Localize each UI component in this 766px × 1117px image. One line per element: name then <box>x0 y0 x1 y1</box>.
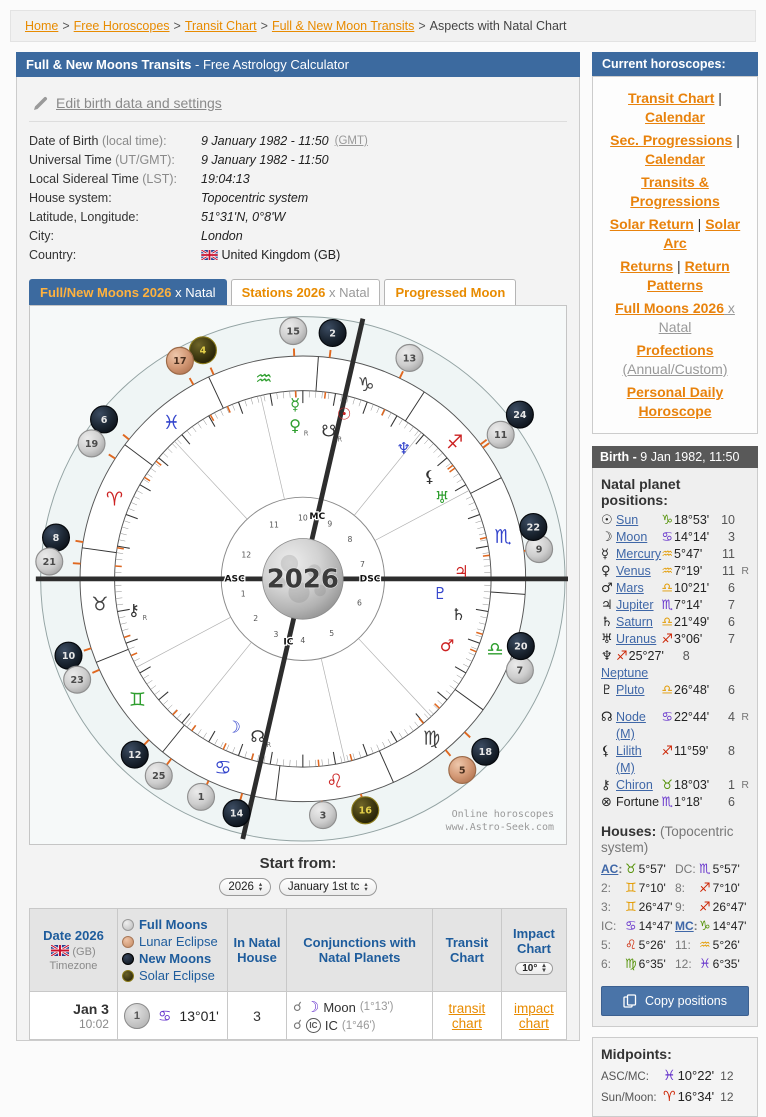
horoscope-link[interactable]: Profections <box>636 342 713 358</box>
natal-wheel-chart <box>30 308 566 842</box>
svg-text:3: 3 <box>320 810 327 821</box>
pluto-icon: ♇ <box>601 682 616 699</box>
midpoints-title: Midpoints: <box>601 1046 749 1062</box>
planet-link[interactable]: Sun <box>616 513 638 527</box>
svg-text:DSC: DSC <box>360 575 381 585</box>
svg-text:R: R <box>142 614 147 622</box>
moon-marker-2[interactable] <box>319 320 346 347</box>
lilith-glyph: ⚸ <box>424 467 436 486</box>
orb-select[interactable]: 10° ▴ ▾ <box>515 962 552 975</box>
moon-icon: ☽ <box>601 529 616 546</box>
planet-link[interactable]: Node <box>616 710 646 724</box>
svg-text:21: 21 <box>43 557 57 568</box>
moon-marker-5[interactable] <box>449 757 476 784</box>
planet-row-fortune: ⊗ Fortune ♏ 1°18' 6 <box>601 794 749 811</box>
mercury-icon: ☿ <box>601 546 616 563</box>
svg-text:6: 6 <box>101 415 108 426</box>
horoscope-link[interactable]: Transit Chart <box>628 90 714 106</box>
moon-marker-21[interactable] <box>36 548 63 575</box>
svg-text:2: 2 <box>329 328 336 339</box>
svg-text:10: 10 <box>62 651 76 662</box>
planet-link[interactable]: Mercury <box>616 547 661 561</box>
houses-title: Houses: (Topocentric system) <box>601 823 749 856</box>
sign-glyph: ♉ <box>661 777 673 794</box>
page-title-sub: - Free Astrology Calculator <box>191 57 349 72</box>
legend-new: New Moons <box>122 951 223 966</box>
conjunction-item: ☌ ☽ Moon (1°13') <box>293 998 426 1016</box>
cancer-sign-glyph: ♋ <box>214 756 231 779</box>
horoscope-link[interactable]: (Annual/Custom) <box>622 361 727 377</box>
planet-link[interactable]: Neptune <box>601 666 648 680</box>
sign-glyph: ♎ <box>661 614 673 631</box>
svg-text:22: 22 <box>527 522 540 533</box>
sun-icon: ☉ <box>601 512 616 529</box>
moon-marker-12[interactable] <box>121 741 148 768</box>
fortune-icon: ⊗ <box>601 794 616 811</box>
svg-text:18: 18 <box>479 747 493 758</box>
svg-text:8: 8 <box>347 535 352 544</box>
jupiter-glyph: ♃ <box>454 562 469 581</box>
svg-text:3: 3 <box>273 630 278 639</box>
svg-text:4: 4 <box>200 346 207 357</box>
sign-glyph: ♑ <box>661 512 673 529</box>
stepper-icon: ▴ ▾ <box>364 882 367 892</box>
moon-marker-11[interactable] <box>487 421 514 448</box>
planet-row-saturn: ♄ Saturn ♎ 21°49' 6 <box>601 614 749 631</box>
north-node-glyph: ☊ <box>250 727 265 746</box>
col-transit: Transit Chart <box>433 909 502 992</box>
scorpio-sign-glyph: ♏ <box>494 525 511 548</box>
horoscope-link[interactable]: Returns <box>620 258 673 274</box>
house-row: 6: ♍ 6°35' 12: ♓ 6°35' <box>601 955 749 974</box>
house-axis-link[interactable]: MC: <box>675 917 699 936</box>
planet-row-uranus: ♅ Uranus ♐ 3°06' 7 <box>601 631 749 648</box>
horoscope-link[interactable]: Calendar <box>645 109 705 125</box>
moon-number-badge: 1 <box>124 1003 150 1029</box>
svg-text:4: 4 <box>300 636 305 645</box>
horoscope-link[interactable]: Return Patterns <box>647 258 730 293</box>
planet-link-tail[interactable]: (M) <box>616 726 749 743</box>
chiron-icon: ⚷ <box>601 777 616 794</box>
sign-glyph: ♐ <box>616 648 628 665</box>
svg-text:15: 15 <box>287 326 300 337</box>
svg-text:10: 10 <box>298 513 308 522</box>
planet-row-neptune: ♆ Neptune ♐ 25°27' 8 <box>601 648 749 682</box>
svg-text:R: R <box>337 436 342 444</box>
svg-text:5: 5 <box>329 629 334 638</box>
birth-data-row: Local Sidereal Time (LST): 19:04:13 <box>29 170 567 189</box>
moon-marker-7[interactable] <box>506 657 533 684</box>
solar-moon-icon <box>122 970 134 982</box>
mercury-glyph: ☿ <box>290 395 300 414</box>
page-title <box>16 52 580 77</box>
conjunction-icon: ☌ <box>293 1018 302 1033</box>
horoscope-link-line: Transit Chart | Calendar <box>599 89 751 127</box>
planet-row-lilith: ⚸ Lilith ♐ 11°59' 8 (M) <box>601 743 749 777</box>
planet-row-jupiter: ♃ Jupiter ♏ 7°14' 7 <box>601 597 749 614</box>
sign-glyph: ♎ <box>661 682 673 699</box>
impact-chart-link[interactable]: impact chart <box>514 1001 554 1031</box>
moon-marker-16[interactable] <box>352 797 379 824</box>
leo-sign-glyph: ♌ <box>326 770 343 793</box>
moon-glyph: ☽ <box>226 718 241 737</box>
svg-text:25: 25 <box>152 771 165 782</box>
planet-link[interactable]: Jupiter <box>616 598 654 612</box>
moon-marker-22[interactable] <box>520 514 547 541</box>
virgo-sign-glyph: ♍ <box>423 727 440 750</box>
planet-link[interactable]: Mars <box>616 581 644 595</box>
svg-text:1: 1 <box>241 590 246 599</box>
midpoints-list <box>601 1066 749 1108</box>
conjunction-icon: ☌ <box>293 1000 302 1015</box>
planet-link[interactable]: Saturn <box>616 615 653 629</box>
breadcrumb-link[interactable]: Transit Chart <box>185 19 257 33</box>
midpoint-row: Sun/Moon: ♈ 16°34' 12 <box>601 1087 749 1108</box>
legend-lunar: Lunar Eclipse <box>122 934 223 949</box>
horoscope-link-line <box>599 341 751 379</box>
moon-marker-13[interactable] <box>396 344 423 371</box>
breadcrumb-link[interactable]: Free Horoscopes <box>74 19 170 33</box>
svg-text:8: 8 <box>53 533 60 544</box>
mars-glyph: ♂ <box>440 636 455 655</box>
breadcrumb-link[interactable]: Home <box>25 19 58 33</box>
col-date: Date 2026 (GB) Timezone <box>30 909 118 992</box>
start-from-section <box>29 845 567 908</box>
horoscope-link-line <box>599 383 751 421</box>
horoscope-link[interactable]: Personal Daily Horoscope <box>627 384 724 419</box>
svg-text:ASC: ASC <box>225 575 246 585</box>
svg-text:17: 17 <box>173 356 186 367</box>
planet-row-moon: ☽ Moon ♋ 14°14' 3 <box>601 529 749 546</box>
range-select[interactable]: January 1st tc ▴ ▾ <box>279 878 377 896</box>
moon-marker-6[interactable] <box>91 406 118 433</box>
horoscope-link-line <box>599 173 751 211</box>
house-axis-link[interactable]: AC: <box>601 860 625 879</box>
planet-row-sun: ☉ Sun ♑ 18°53' 10 <box>601 512 749 529</box>
sign-glyph: ♒ <box>661 546 673 563</box>
start-from-title: Start from: <box>29 855 567 872</box>
svg-text:7: 7 <box>517 665 524 676</box>
copy-positions-button[interactable]: Copy positions <box>601 986 749 1016</box>
horoscope-link-line: Sec. Progressions | Calendar <box>599 131 751 169</box>
svg-text:11: 11 <box>269 520 279 529</box>
horoscope-link-line: Returns | Return Patterns <box>599 257 751 295</box>
moon-marker-14[interactable] <box>223 800 250 827</box>
edit-birth-row <box>29 87 567 122</box>
sign-glyph: ♋ <box>661 529 673 546</box>
stepper-icon: ▴ ▾ <box>259 882 262 892</box>
tab-full-new-moons-2026[interactable]: Full/New Moons 2026 x Natal <box>29 279 227 305</box>
pencil-icon <box>33 96 48 111</box>
lunar-moon-icon <box>122 936 134 948</box>
full-moon-icon <box>122 919 134 931</box>
horoscope-link-line <box>599 299 751 337</box>
mars-icon: ♂ <box>601 580 616 597</box>
birth-data-row: Country: United Kingdom (GB) <box>29 246 567 265</box>
venus-icon: ♀ <box>601 563 616 580</box>
svg-text:R: R <box>304 430 309 438</box>
horoscope-link[interactable]: Transits & Progressions <box>630 174 719 209</box>
birth-data-row: House system: Topocentric system <box>29 189 567 208</box>
planet-row-node: ☊ Node ♋ 22°44' 4 R (M) <box>601 709 749 743</box>
watermark-line1: Online horoscopes <box>446 808 554 821</box>
birth-data-table <box>29 132 567 265</box>
legend-solar: Solar Eclipse <box>122 968 223 983</box>
svg-text:11: 11 <box>494 430 508 441</box>
tab-bar <box>29 279 567 305</box>
results-header-row <box>30 909 567 992</box>
sidebar <box>592 52 758 1117</box>
planet-link[interactable]: Chiron <box>616 778 653 792</box>
gmt-link[interactable]: (GMT) <box>335 132 368 151</box>
libra-sign-glyph: ♎ <box>486 638 503 661</box>
jupiter-icon: ♃ <box>601 597 616 614</box>
transit-chart-link[interactable]: transit chart <box>449 1001 486 1031</box>
node-icon: ☊ <box>601 709 616 726</box>
south-node-glyph: ☋ <box>322 422 337 441</box>
house-row: 2: ♊ 7°10' 8: ♐ 7°10' <box>601 879 749 898</box>
birth-data-row: Latitude, Longitude: 51°31'N, 0°8'W <box>29 208 567 227</box>
tab-progressed-moon[interactable]: Progressed Moon <box>384 279 516 305</box>
planet-positions-list <box>601 512 749 811</box>
watermark <box>446 808 554 834</box>
moon-marker-17[interactable] <box>166 347 193 374</box>
main-column <box>16 52 580 1041</box>
house-row: IC: ♋ 14°47' MC: ♑ 14°47' <box>601 917 749 936</box>
moon-marker-8[interactable] <box>43 524 70 551</box>
moon-marker-19[interactable] <box>78 430 105 457</box>
venus-glyph: ♀ <box>289 416 301 435</box>
planet-link[interactable]: Lilith <box>616 744 642 758</box>
copy-icon <box>623 994 637 1008</box>
legend-full: Full Moons <box>122 917 223 932</box>
moon-icon: ☽ <box>306 998 319 1016</box>
page <box>0 10 766 1033</box>
gemini-sign-glyph: ♊ <box>129 688 146 711</box>
sign-glyph: ♐ <box>661 743 673 760</box>
uranus-glyph: ♅ <box>435 488 450 507</box>
gb-flag-icon <box>51 945 69 956</box>
breadcrumb: Home > Free Horoscopes > Transit Chart > Full & New Moon Transits > Aspects with Natal Chart <box>10 10 756 42</box>
svg-text:12: 12 <box>128 750 141 761</box>
moon-marker-24[interactable] <box>506 401 533 428</box>
gb-flag-icon <box>201 250 218 260</box>
planet-link[interactable]: Pluto <box>616 683 645 697</box>
svg-text:IC: IC <box>283 637 293 647</box>
col-conjunctions: Conjunctions with Natal Planets <box>287 909 433 992</box>
current-horoscopes-title: Current horoscopes: <box>592 52 758 76</box>
moon-marker-23[interactable] <box>64 666 91 693</box>
sign-glyph: ♒ <box>661 563 673 580</box>
svg-text:14: 14 <box>230 809 244 820</box>
house-row: 3: ♊ 26°47' 9: ♐ 26°47' <box>601 898 749 917</box>
result-row: Jan 3 10:02 1 ♋ 13°01' 3 ☌ ☽ Moon (1°13') ☌ IC IC (1°46') transit chart impact chart <box>30 992 567 1040</box>
natal-positions-title: Natal planet positions: <box>601 476 749 508</box>
svg-text:23: 23 <box>70 675 83 686</box>
tab-stations-2026[interactable]: Stations 2026 x Natal <box>231 279 381 305</box>
svg-text:12: 12 <box>241 551 251 560</box>
pluto-glyph: ♇ <box>433 584 448 603</box>
col-impact: Impact Chart 10° ▴ ▾ <box>501 909 566 992</box>
birth-info-bar: Birth - 9 Jan 1982, 11:50 <box>592 446 758 468</box>
svg-text:R: R <box>266 741 271 749</box>
horoscope-link[interactable]: Full Moons 2026 <box>615 300 724 316</box>
planet-row-venus: ♀ Venus ♒ 7°19' 11 R <box>601 563 749 580</box>
planet-row-mars: ♂ Mars ♎ 10°21' 6 <box>601 580 749 597</box>
aquarius-sign-glyph: ♒ <box>255 367 272 390</box>
svg-text:2026: 2026 <box>267 564 339 594</box>
ic-point-icon: IC <box>306 1018 321 1033</box>
lilith-icon: ⚸ <box>601 743 616 760</box>
horoscope-link[interactable]: x Natal <box>659 300 735 335</box>
watermark-line2: www.Astro-Seek.com <box>446 821 554 834</box>
saturn-icon: ♄ <box>601 614 616 631</box>
planet-link-tail[interactable]: (M) <box>616 760 749 777</box>
svg-text:MC: MC <box>309 512 325 522</box>
birth-data-row: Date of Birth (local time): 9 January 1982 - 11:50 (GMT) <box>29 132 567 151</box>
year-select[interactable]: 2026 ▴ ▾ <box>219 878 271 896</box>
birth-data-row: City: London <box>29 227 567 246</box>
svg-text:13: 13 <box>403 353 416 364</box>
svg-text:9: 9 <box>536 544 543 555</box>
birth-data-row: Universal Time (UT/GMT): 9 January 1982 - 11:50 <box>29 151 567 170</box>
current-horoscopes-box <box>592 76 758 434</box>
midpoints-box <box>592 1037 758 1117</box>
sign-glyph: ♏ <box>661 794 673 811</box>
midpoint-row: ASC/MC: ♓ 10°22' 12 <box>601 1066 749 1087</box>
moon-marker-25[interactable] <box>145 762 172 789</box>
sign-glyph: ♐ <box>661 631 673 648</box>
house-row: AC: ♉ 5°57' DC: ♏ 5°57' <box>601 860 749 879</box>
planet-row-pluto: ♇ Pluto ♎ 26°48' 6 <box>601 682 749 699</box>
neptune-icon: ♆ <box>601 648 616 665</box>
col-legend <box>117 909 227 992</box>
planet-link[interactable]: Uranus <box>616 632 656 646</box>
conjunction-item: ☌ IC IC (1°46') <box>293 1018 426 1033</box>
planet-row-chiron: ⚷ Chiron ♉ 18°03' 1 R <box>601 777 749 794</box>
moon-marker-3[interactable] <box>310 802 337 829</box>
natal-positions-panel <box>592 468 758 1027</box>
svg-text:7: 7 <box>360 560 365 569</box>
page-title-bold: Full & New Moons Transits <box>26 57 191 72</box>
pisces-sign-glyph: ♓ <box>163 411 180 434</box>
svg-text:24: 24 <box>513 410 527 421</box>
planet-link[interactable]: Venus <box>616 564 651 578</box>
chart-area <box>29 305 567 845</box>
svg-text:19: 19 <box>85 439 99 450</box>
house-row: 5: ♌ 5°26' 11: ♒ 5°26' <box>601 936 749 955</box>
aries-sign-glyph: ♈ <box>106 488 123 511</box>
new-moon-icon <box>122 953 134 965</box>
svg-text:6: 6 <box>357 599 362 608</box>
moon-marker-20[interactable] <box>507 633 534 660</box>
moon-marker-18[interactable] <box>472 738 499 765</box>
houses-grid <box>601 860 749 974</box>
sign-glyph: ♏ <box>661 597 673 614</box>
svg-text:5: 5 <box>459 765 466 776</box>
moon-marker-15[interactable] <box>280 318 307 345</box>
chiron-glyph: ⚷ <box>128 600 140 619</box>
saturn-glyph: ♄ <box>451 605 466 624</box>
col-house: In Natal House <box>227 909 286 992</box>
sun-glyph: ☉ <box>337 404 352 423</box>
moon-marker-10[interactable] <box>55 642 82 669</box>
horoscope-link[interactable]: Calendar <box>645 151 705 167</box>
sagittarius-sign-glyph: ♐ <box>446 431 463 454</box>
moon-marker-1[interactable] <box>188 783 215 810</box>
svg-text:16: 16 <box>359 806 373 817</box>
sign-glyph: ♋ <box>661 709 673 726</box>
horoscope-link[interactable]: Solar Arc <box>663 216 740 251</box>
moons-results-table <box>29 908 567 1040</box>
svg-text:9: 9 <box>327 519 332 528</box>
svg-text:1: 1 <box>198 792 205 803</box>
breadcrumb-current: Aspects with Natal Chart <box>430 19 567 33</box>
horoscope-link[interactable]: Solar Return <box>610 216 694 232</box>
breadcrumb-link[interactable]: Full & New Moon Transits <box>272 19 414 33</box>
edit-birth-link[interactable]: Edit birth data and settings <box>56 95 222 111</box>
main-panel <box>16 77 580 1041</box>
neptune-glyph: ♆ <box>396 439 411 458</box>
capricorn-sign-glyph: ♑ <box>357 373 374 396</box>
horoscope-link[interactable]: Sec. Progressions <box>610 132 732 148</box>
uranus-icon: ♅ <box>601 631 616 648</box>
planet-row-mercury: ☿ Mercury ♒ 5°47' 11 <box>601 546 749 563</box>
taurus-sign-glyph: ♉ <box>91 592 108 615</box>
svg-text:2: 2 <box>253 614 258 623</box>
horoscope-link-line: Solar Return | Solar Arc <box>599 215 751 253</box>
sign-glyph: ♎ <box>661 580 673 597</box>
svg-text:20: 20 <box>514 641 528 652</box>
planet-link[interactable]: Moon <box>616 530 647 544</box>
